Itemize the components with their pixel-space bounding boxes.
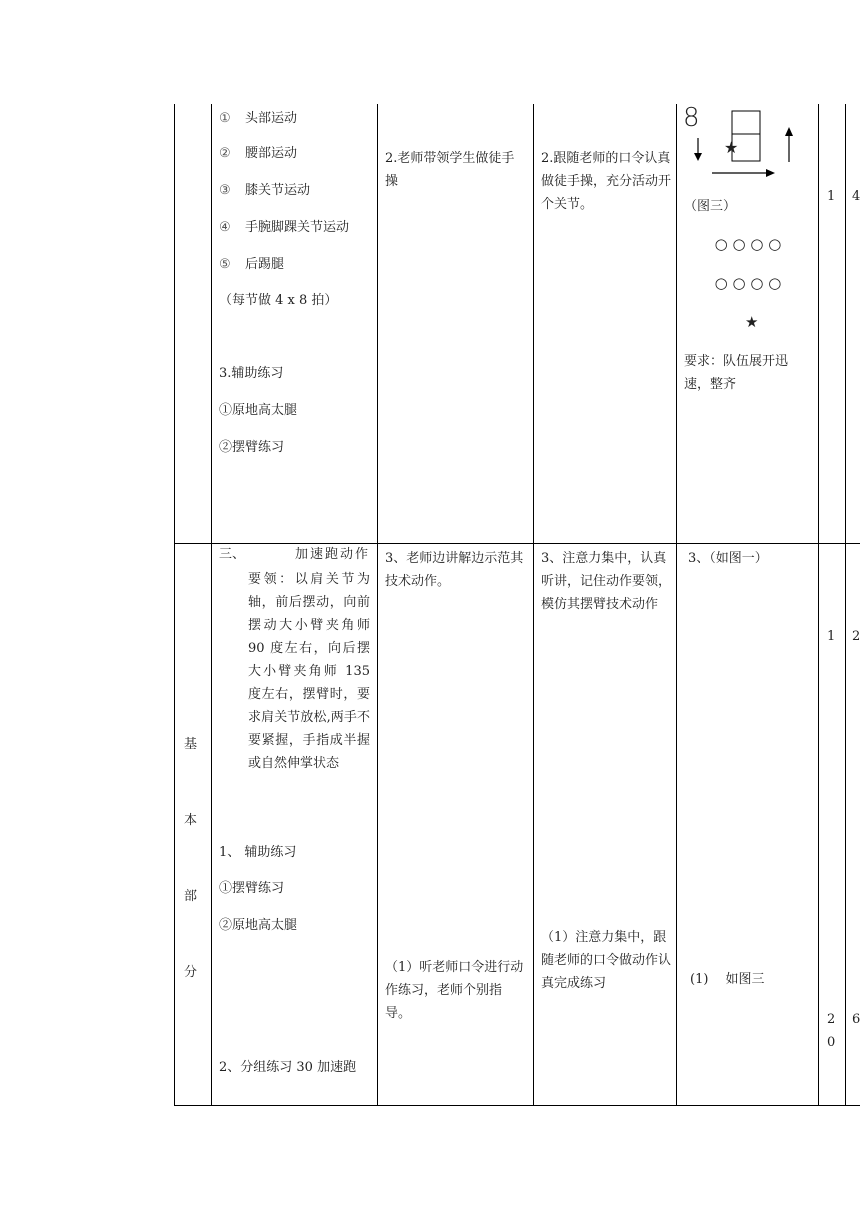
basic-student-cell: 3、注意力集中，认真听讲，记住动作要领，模仿其摆臂技术动作 bbox=[541, 551, 672, 612]
grid-col-5 bbox=[818, 104, 819, 1106]
exercise-item: ④ 手腕脚踝关节运动 bbox=[219, 220, 350, 235]
assist-item: ①原地高太腿 bbox=[219, 403, 298, 418]
basic-teacher-cell: 3、老师边讲解边示范其技术动作。 bbox=[385, 551, 524, 589]
basic-times-2-digit: 2 bbox=[827, 1012, 836, 1027]
top-student-cell: 2.跟随老师的口令认真做徒手操，充分活动开个关节。 bbox=[541, 151, 672, 212]
top-teacher-cell: 2.老师带领学生做徒手操 bbox=[385, 151, 515, 189]
diagram-caption: （图三） bbox=[684, 199, 737, 214]
basic-teacher-guidance: （1）听老师口令进行动作练习，老师个别指导。 bbox=[385, 960, 524, 1021]
basic-minutes: 2 bbox=[852, 629, 860, 644]
student-row: ○ ○ ○ ○ bbox=[714, 274, 782, 292]
formation-diagram bbox=[676, 104, 818, 184]
grid-left-border bbox=[174, 104, 175, 1106]
assist-title: 1、 辅助练习 bbox=[219, 845, 297, 860]
basic-organization-2: (1) 如图三 bbox=[690, 972, 765, 987]
beat-note: （每节做 4 x 8 拍） bbox=[219, 293, 338, 308]
exercise-item: ② 腰部运动 bbox=[219, 146, 298, 161]
top-times: 1 bbox=[827, 189, 836, 204]
assist-title: 3.辅助练习 bbox=[219, 366, 284, 381]
assist-item: ①摆臂练习 bbox=[219, 881, 285, 896]
formation-digit: 8 bbox=[683, 103, 700, 133]
exercise-item: ③ 膝关节运动 bbox=[219, 183, 311, 198]
basic-times: 1 bbox=[827, 629, 836, 644]
formation-requirement: 要求：队伍展开迅速，整齐 bbox=[684, 354, 789, 392]
grid-col-1 bbox=[211, 104, 212, 1106]
basic-organization: 3、（如图一） bbox=[688, 551, 768, 566]
grid-col-4 bbox=[676, 104, 677, 1106]
teacher-star-icon: ★ bbox=[724, 138, 739, 157]
section-heading: 三、 加速跑动作 bbox=[219, 547, 370, 562]
grid-bottom-border bbox=[174, 1105, 860, 1106]
student-row: ○ ○ ○ ○ bbox=[714, 235, 782, 253]
grid-col-2 bbox=[377, 104, 378, 1106]
grid-row-divider bbox=[174, 543, 860, 544]
grid-col-6 bbox=[845, 104, 846, 1106]
exercise-item: ① 头部运动 bbox=[219, 111, 298, 126]
top-minutes: 4 bbox=[852, 189, 860, 204]
teacher-star-icon: ★ bbox=[745, 313, 759, 331]
basic-minutes-2: 6 bbox=[852, 1012, 860, 1027]
group-practice: 2、分组练习 30 加速跑 bbox=[219, 1060, 357, 1075]
assist-item: ②原地高太腿 bbox=[219, 918, 298, 933]
basic-times-2-digit: 0 bbox=[827, 1035, 836, 1050]
exercise-item: ⑤ 后踢腿 bbox=[219, 257, 285, 272]
technique-essentials: 要领：以肩关节为轴，前后摆动，向前摆动大小臂夹角师 90 度左右，向后摆大小臂夹角师 135 度左右，摆臂时，要求肩关节放松,两手不要紧握，手指成半握或自然伸掌状态 bbox=[248, 572, 370, 771]
grid-col-3 bbox=[533, 104, 534, 1106]
assist-item: ②摆臂练习 bbox=[219, 440, 285, 455]
basic-student-practice: （1）注意力集中，跟随老师的口令做动作认真完成练习 bbox=[541, 930, 672, 991]
